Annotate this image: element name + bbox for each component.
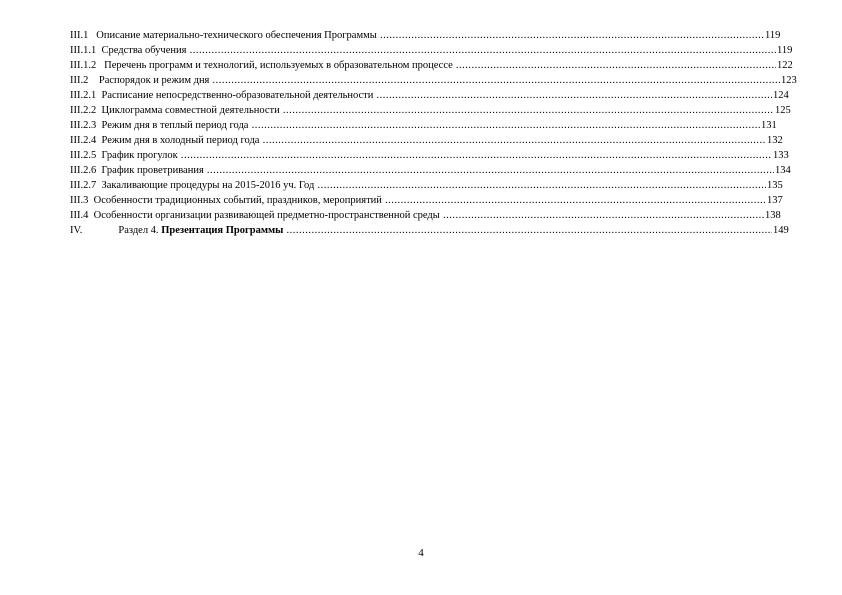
toc-row-page: 122 <box>777 60 793 71</box>
toc-row <box>70 208 800 223</box>
toc-row <box>70 118 800 133</box>
toc-row-title: Циклограмма совместной деятельности <box>101 105 280 116</box>
toc-row-title: Закаливающие процедуры на 2015-2016 уч. Год <box>101 180 315 191</box>
toc-row-page: 119 <box>765 30 781 41</box>
toc-row-prefix: Раздел 4. <box>118 225 159 236</box>
toc-row <box>70 43 800 58</box>
toc-row-number: III.2.3 <box>70 120 97 131</box>
toc-row-number: III.2.5 <box>70 150 97 161</box>
toc-row-title: Средства обучения <box>101 45 187 56</box>
toc-row-title: Перечень программ и технологий, используемых в образовательном процессе <box>104 60 453 71</box>
toc-row-title: Распорядок и режим дня <box>98 75 210 86</box>
toc-row-number: IV. <box>70 225 83 236</box>
toc-row-number: III.2.1 <box>70 90 97 101</box>
toc-row-page: 119 <box>777 45 793 56</box>
toc-row-page: 134 <box>775 165 791 176</box>
toc-row-page: 149 <box>773 225 789 236</box>
toc-row <box>70 28 800 43</box>
toc-row-title: Особенности традиционных событий, праздников, мероприятий <box>93 195 382 206</box>
toc-row-number: III.2.6 <box>70 165 97 176</box>
toc-row-page: 138 <box>765 210 781 221</box>
toc-row-page: 125 <box>775 105 791 116</box>
toc-row <box>70 88 800 103</box>
toc-row-page: 135 <box>767 180 783 191</box>
toc-row <box>70 223 800 238</box>
toc-row-page: 131 <box>761 120 777 131</box>
toc-row-title: Презентация Программы <box>161 225 284 236</box>
toc-row-number: III.4 <box>70 210 89 221</box>
toc-row <box>70 163 800 178</box>
toc-row-number: III.2.4 <box>70 135 97 146</box>
toc-row-title: Режим дня в холодный период года <box>101 135 260 146</box>
toc-row <box>70 103 800 118</box>
toc-row-title: График проветривания <box>101 165 204 176</box>
toc-row <box>70 73 800 88</box>
toc-row-page: 123 <box>781 75 797 86</box>
table-of-contents <box>70 28 800 238</box>
toc-row-page: 137 <box>767 195 783 206</box>
toc-row <box>70 58 800 73</box>
toc-row-number: III.2 <box>70 75 89 86</box>
toc-row <box>70 178 800 193</box>
toc-row <box>70 133 800 148</box>
toc-row-number: III.1.1 <box>70 45 97 56</box>
toc-row-page: 124 <box>773 90 789 101</box>
toc-row-number: III.1.2 <box>70 60 97 71</box>
toc-row-page: 133 <box>773 150 789 161</box>
toc-row-title: Расписание непосредственно-образовательной деятельности <box>101 90 374 101</box>
toc-row-number: III.2.7 <box>70 180 97 191</box>
toc-row <box>70 193 800 208</box>
toc-row-number: III.3 <box>70 195 89 206</box>
toc-row-title: Описание материально-технического обеспечения Программы <box>96 30 377 41</box>
toc-row-number: III.1 <box>70 30 89 41</box>
toc-row-title: Особенности организации развивающей предметно-пространственной среды <box>93 210 440 221</box>
toc-row-title: График прогулок <box>101 150 178 161</box>
toc-row <box>70 148 800 163</box>
page-number: 4 <box>418 547 424 559</box>
toc-row-title: Режим дня в теплый период года <box>101 120 249 131</box>
toc-row-number: III.2.2 <box>70 105 97 116</box>
toc-row-page: 132 <box>767 135 783 146</box>
